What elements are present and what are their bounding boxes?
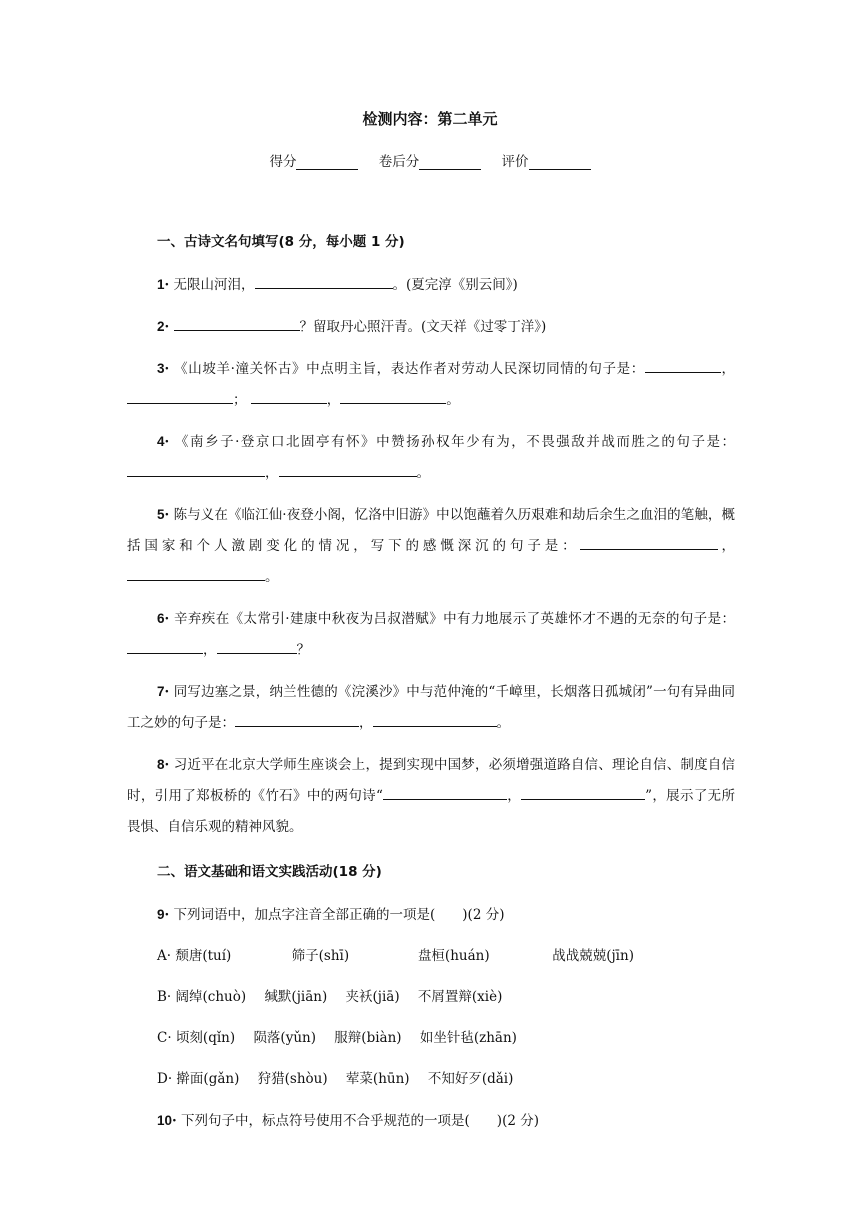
option-label: D bbox=[157, 1071, 168, 1087]
evaluation-label: 评价 bbox=[501, 154, 529, 170]
option-word: 服辩(biàn) bbox=[334, 1030, 402, 1046]
question-text: 习近平在北京大学师生座谈会上，提到实现中国梦，必须增强道路自信、理论自信、制度自信时，引用了郑板桥的《竹石》中的两句诗“ bbox=[127, 757, 736, 804]
option-b[interactable]: B· 阔绰(chuò) 缄默(jiān) 夹袄(jiā) 不屑置辩(xiè) bbox=[157, 982, 735, 1013]
question-number: 4 bbox=[157, 434, 165, 449]
answer-blank[interactable] bbox=[645, 357, 721, 373]
punctuation: ， bbox=[203, 642, 217, 658]
option-word: 夹袄(jiā) bbox=[345, 989, 400, 1005]
question-9: 9· 下列词语中，加点字注音全部正确的一项是( )(2 分) bbox=[157, 907, 505, 923]
option-word: 擀面(gǎn) bbox=[176, 1071, 240, 1087]
answer-blank[interactable] bbox=[373, 711, 497, 727]
punctuation: ； bbox=[233, 392, 247, 408]
question-5: 5· 陈与义在《临江仙·夜登小阁，忆洛中旧游》中以饱蘸着久历艰难和劫后余生之血泪的笔触，概括国家和个人激剧变化的情况，写下的感慨深沉的句子是： ，。 bbox=[127, 507, 736, 585]
answer-blank[interactable] bbox=[251, 388, 327, 404]
question-text: 辛弃疾在《太常引·建康中秋夜为吕叔潜赋》中有力地展示了英雄怀才不遇的无奈的句子是： bbox=[173, 611, 735, 627]
question-7: 7· 同写边塞之景，纳兰性德的《浣溪沙》中与范仲淹的“千嶂里，长烟落日孤城闭”一句有异曲同工之妙的句子是： ， 。 bbox=[127, 684, 735, 731]
question-text: 下列句子中，标点符号使用不合乎规范的一项是( )(2 分) bbox=[181, 1113, 539, 1129]
punctuation: 。 bbox=[265, 569, 279, 585]
option-a[interactable]: A· 颓唐(tuí) 筛子(shī) 盘桓(huán) 战战兢兢(jīn) bbox=[157, 941, 735, 972]
question-10: 10· 下列句子中，标点符号使用不合乎规范的一项是( )(2 分) bbox=[157, 1113, 539, 1129]
punctuation: ， bbox=[506, 788, 522, 804]
option-word: 不知好歹(dǎi) bbox=[427, 1071, 514, 1087]
punctuation: ， bbox=[265, 465, 279, 481]
section-heading-2: 二、语文基础和语文实践活动(18 分) bbox=[157, 864, 382, 880]
answer-blank[interactable] bbox=[521, 784, 645, 800]
question-number: 1 bbox=[157, 277, 165, 292]
question-number: 5 bbox=[157, 507, 165, 522]
answer-blank[interactable] bbox=[383, 784, 507, 800]
question-text: ？留取丹心照汗青。(文天祥《过零丁洋》) bbox=[299, 319, 547, 335]
answer-blank[interactable] bbox=[127, 565, 265, 581]
option-word: 顷刻(qǐn) bbox=[175, 1030, 236, 1046]
punctuation: ， bbox=[326, 392, 341, 408]
answer-blank[interactable] bbox=[127, 388, 233, 404]
score-row bbox=[0, 150, 860, 170]
punctuation: 。 bbox=[416, 465, 430, 481]
question-2: 2· ？留取丹心照汗青。(文天祥《过零丁洋》) bbox=[127, 311, 735, 343]
question-4: 4· 《南乡子·登京口北固亭有怀》中赞扬孙权年少有为，不畏强敌并战而胜之的句子是：， 。 bbox=[127, 426, 735, 489]
question-text: 。(夏完淳《别云间》) bbox=[392, 277, 518, 293]
answer-blank[interactable] bbox=[127, 638, 203, 654]
question-text: 下列词语中，加点字注音全部正确的一项是( )(2 分) bbox=[173, 907, 505, 923]
after-score-blank[interactable] bbox=[419, 155, 481, 170]
score-label: 得分 bbox=[269, 154, 297, 170]
answer-blank[interactable] bbox=[255, 273, 393, 289]
option-word: 不屑置辩(xiè) bbox=[417, 989, 503, 1005]
question-text: 同写边塞之景，纳兰性德的《浣溪沙》中与范仲淹的“千嶂里，长烟落日孤城闭”一句有异曲同工之妙的句子是： bbox=[127, 684, 735, 731]
punctuation: 。 bbox=[446, 392, 460, 408]
punctuation: ， bbox=[359, 715, 373, 731]
question-text: 《山坡羊·潼关怀古》中点明主旨，表达作者对劳动人民深切同情的句子是： bbox=[174, 361, 645, 377]
question-number: 3 bbox=[157, 361, 165, 376]
answer-blank[interactable] bbox=[340, 388, 446, 404]
section-heading-1: 一、古诗文名句填写(8 分，每小题 1 分) bbox=[157, 234, 405, 250]
answer-blank[interactable] bbox=[217, 638, 297, 654]
option-word: 缄默(jiān) bbox=[264, 989, 328, 1005]
option-word: 颓唐(tuí) bbox=[175, 948, 232, 964]
option-word: 阔绰(chuò) bbox=[175, 989, 247, 1005]
question-number: 8 bbox=[157, 757, 165, 772]
punctuation: ， bbox=[720, 361, 736, 377]
answer-blank[interactable] bbox=[174, 315, 300, 331]
answer-blank[interactable] bbox=[279, 461, 417, 477]
option-label: A bbox=[157, 948, 167, 964]
question-1: 1· 无限山河泪， 。(夏完淳《别云间》) bbox=[127, 269, 735, 301]
question-number: 2 bbox=[157, 319, 165, 334]
question-number: 7 bbox=[157, 684, 165, 699]
option-word: 战战兢兢(jīn) bbox=[552, 948, 634, 964]
exam-content bbox=[127, 224, 735, 1147]
option-word: 陨落(yǔn) bbox=[253, 1030, 316, 1046]
answer-blank[interactable] bbox=[235, 711, 359, 727]
option-word: 狩猎(shòu) bbox=[257, 1071, 328, 1087]
answer-blank[interactable] bbox=[580, 534, 718, 550]
option-word: 荤菜(hūn) bbox=[345, 1071, 410, 1087]
question-8: 8· 习近平在北京大学师生座谈会上，提到实现中国梦，必须增强道路自信、理论自信、制度自信时，引用了郑板桥的《竹石》中的两句诗“ ， ”，展示了无所畏惧、自信乐观的精神风貌。 bbox=[127, 757, 736, 835]
question-3: 3· 《山坡羊·潼关怀古》中点明主旨，表达作者对劳动人民深切同情的句子是： ，； ， 。 bbox=[127, 353, 735, 416]
option-c[interactable]: C· 顷刻(qǐn) 陨落(yǔn) 服辩(biàn) 如坐针毡(zhān) bbox=[157, 1023, 735, 1054]
option-label: B bbox=[157, 989, 167, 1005]
score-blank[interactable] bbox=[296, 155, 358, 170]
punctuation: ， bbox=[717, 538, 736, 554]
question-text: ”，展示了无所畏惧、自信乐观的精神风貌。 bbox=[127, 788, 736, 835]
option-word: 盘桓(huán) bbox=[417, 948, 490, 964]
evaluation-blank[interactable] bbox=[529, 155, 591, 170]
option-label: C bbox=[157, 1030, 168, 1046]
option-word: 如坐针毡(zhān) bbox=[419, 1030, 517, 1046]
page-title: 检测内容：第二单元 bbox=[362, 110, 498, 128]
question-text: 无限山河泪， bbox=[173, 277, 255, 293]
question-6: 6· 辛弃疾在《太常引·建康中秋夜为吕叔潜赋》中有力地展示了英雄怀才不遇的无奈的句子是：， ？ bbox=[127, 603, 735, 666]
answer-blank[interactable] bbox=[127, 461, 265, 477]
question-number: 9 bbox=[157, 907, 165, 922]
question-number: 6 bbox=[157, 611, 165, 626]
after-score-label: 卷后分 bbox=[378, 154, 420, 170]
option-word: 筛子(shī) bbox=[291, 948, 350, 964]
punctuation: ？ bbox=[296, 642, 310, 658]
question-text: 陈与义在《临江仙·夜登小阁，忆洛中旧游》中以饱蘸着久历艰难和劫后余生之血泪的笔触，概括国家和个人激剧变化的情况，写下的感慨深沉的句子是： bbox=[127, 507, 735, 554]
option-d[interactable]: D· 擀面(gǎn) 狩猎(shòu) 荤菜(hūn) 不知好歹(dǎi) bbox=[157, 1064, 735, 1095]
question-number: 10 bbox=[157, 1113, 173, 1128]
question-text: 《南乡子·登京口北固亭有怀》中赞扬孙权年少有为，不畏强敌并战而胜之的句子是： bbox=[175, 434, 735, 450]
punctuation: 。 bbox=[496, 715, 510, 731]
